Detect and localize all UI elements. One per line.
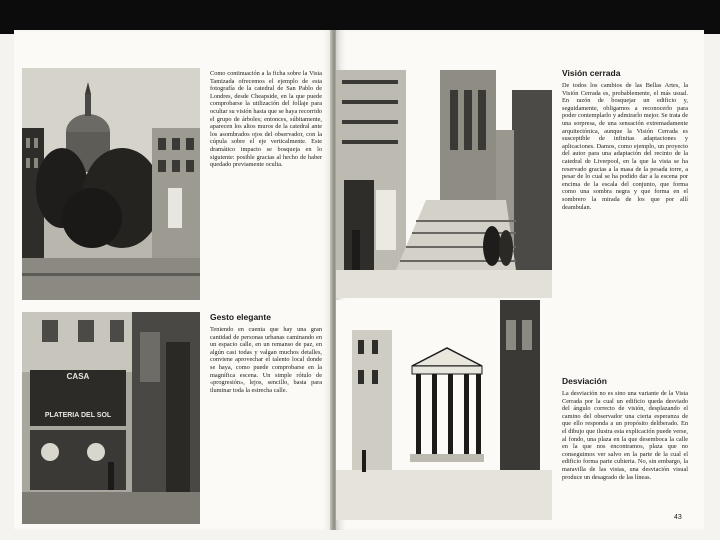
liverpool-cathedral-drawing [336,70,552,298]
st-pauls-cathedral-photo [22,68,200,300]
intro-paragraph: Como continuación a la ficha sobre la Vista Tamizada ofrecemos el ejemplo de esta fotografía de la catedral de San Pablo de Londres, desde Cheapside, en la que puede comprobarse la utilización del follaje para ocultar su visión hasta que se haya recorrido el grupo de árboles; entonces, súbitamente, aparecen los altos muros de la catedral ante los asombrados ojos del observador, con la cúpula sobre el eje verticalmente. Este dramático impacto se bosqueja en lo siguiente: posible gracias al hecho de haber quedado previamente oculta. [210,70,322,169]
plateria-street-photo [22,312,200,524]
vision-cerrada-text-column [562,82,688,211]
heading-gesto-elegante: Gesto elegante [210,312,271,322]
intro-text-column [210,70,322,169]
neoclassical-building-drawing [336,300,552,520]
gesto-paragraph: Teniendo en cuenta que hay una gran cantidad de personas urbanas caminando en un espacio calle, en un remanso de paz, en algún casi todas y valgan muchos detalles, conviene aprovechar el talento local donde se haya, como puede comprobarse en la magnífica escena. Un simple rótulo de «progresión», lejos, sencillo, basta para iluminar toda la estrecha calle. [210,326,322,394]
right-page [336,30,704,530]
shop-sign-casa: CASA [66,372,90,381]
vision-cerrada-paragraph: De todos los cambios de las Bellas Artes, la Visión Cerrada es, probablemente, el más usual. En razón de bosquejar un edificio y, seguidamente, obligarnos a reconocerlo para poder contemplarlo y admirarlo mejor. Se trata de una sorpresa, de una sensación extremadamente arquitectónica, aunque la Visión Cerrada es susceptible de infinitas adaptaciones y aplicaciones. Damos, como ejemplo, un proyecto del autor para una adaptación del recinto de la catedral de Liverpool, en la que la vista se ha reservado gracias a la masa de la pesada torre, a pesar de lo cual se ha podido dar a la escena por encima de la escala del conjunto, que forma como una sombra negra y que forma en el sombrero la mirada de los que por allí deambulan. [562,82,688,211]
left-page [14,30,334,530]
gesto-text-column [210,326,322,394]
page-number: 43 [674,514,682,521]
scanner-top-edge [0,0,720,34]
desviacion-text-column [562,390,688,481]
shop-sign-plateria: PLATERIA DEL SOL [44,412,112,419]
heading-vision-cerrada: Visión cerrada [562,68,621,78]
heading-desviacion: Desviación [562,376,607,386]
desviacion-paragraph: La desviación no es sino una variante de la Vista Cerrada por la cual un edificio queda desviado del ángulo correcto de visión, desplazando el camino del observador una cierta esperanza de que ello responda a un propósito deliberado. En el dibujo que ilustra esta explicación puede verse, al fondo, una plaza en la que desemboca la calle en la que nos encontramos, plaza que no conseguimos ver salvo en la parte de la cual el edificio forma parte cubierta. No, sin embargo, la maravilla de las vistas, una desviación visual produce un desagrado de las líneas. [562,390,688,481]
